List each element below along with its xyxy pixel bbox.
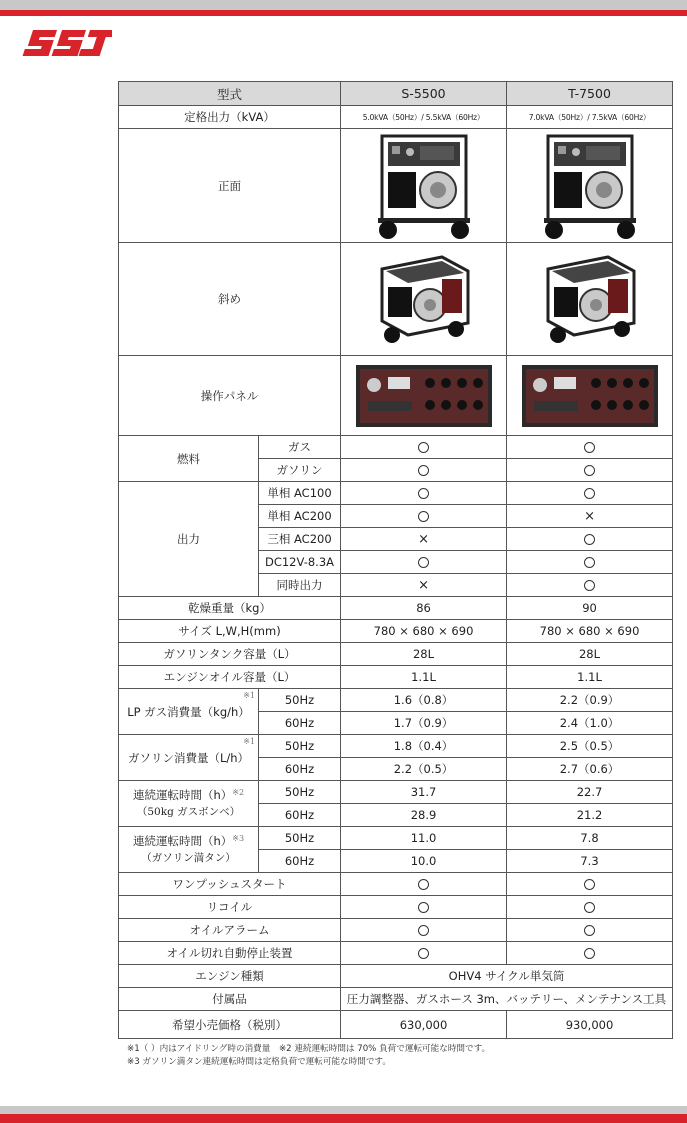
output-sub-1: 単相 AC100 — [259, 482, 341, 505]
price-a: 630,000 — [341, 1011, 507, 1039]
fuel-gasoline-a — [341, 459, 507, 482]
note-mark: ※1 — [243, 691, 255, 700]
note-mark: ※2 — [232, 787, 245, 797]
note-mark: ※3 — [232, 833, 245, 843]
photo-panel-a — [341, 356, 507, 436]
dry-weight-b: 90 — [507, 597, 673, 620]
circle-mark — [584, 534, 595, 545]
feature-label-2: リコイル — [119, 896, 341, 919]
run-gas-50-b: 7.8 — [507, 827, 673, 850]
output-2-b — [507, 505, 673, 528]
fuel-label: 燃料 — [119, 436, 259, 482]
photo-diagonal-a — [341, 243, 507, 356]
gas-hz-60: 60Hz — [259, 758, 341, 781]
cross-mark: × — [418, 531, 429, 547]
feature-3-b — [507, 919, 673, 942]
gas-60-a: 2.2（0.5） — [341, 758, 507, 781]
fuel-gas-b — [507, 436, 673, 459]
accessories-value: 圧力調整器、ガスホース 3m、バッテリー、メンテナンス工具 — [341, 988, 673, 1011]
lp-consumption-label — [119, 689, 259, 735]
dry-weight-label: 乾燥重量（kg） — [119, 597, 341, 620]
feature-label-3: オイルアラーム — [119, 919, 341, 942]
size-b: 780 × 680 × 690 — [507, 620, 673, 643]
header-model-label: 型式 — [119, 82, 341, 106]
circle-mark — [418, 557, 429, 568]
rated-output-b: 7.0kVA（50Hz）/ 7.5kVA（60Hz） — [507, 106, 673, 129]
output-3-a — [341, 528, 507, 551]
lp-hz-60: 60Hz — [259, 712, 341, 735]
price-label: 希望小売価格（税別） — [119, 1011, 341, 1039]
size-a: 780 × 680 × 690 — [341, 620, 507, 643]
circle-mark — [418, 902, 429, 913]
circle-mark — [418, 879, 429, 890]
spec-table — [118, 81, 673, 1039]
control-panel-image — [522, 365, 658, 427]
output-5-a — [341, 574, 507, 597]
run-lp-hz-50: 50Hz — [259, 781, 341, 804]
circle-mark — [418, 925, 429, 936]
output-4-b — [507, 551, 673, 574]
feature-label-4: オイル切れ自動停止装置 — [119, 942, 341, 965]
price-b: 930,000 — [507, 1011, 673, 1039]
footnotes — [127, 1043, 490, 1069]
top-gray-band — [0, 0, 687, 10]
feature-1-a — [341, 873, 507, 896]
feature-2-a — [341, 896, 507, 919]
gas-50-a: 1.8（0.4） — [341, 735, 507, 758]
circle-mark — [584, 879, 595, 890]
gas-consumption-text: ガソリン消費量（L/h） — [127, 750, 250, 765]
engine-label: エンジン種類 — [119, 965, 341, 988]
circle-mark — [584, 557, 595, 568]
feature-label-1: ワンプッシュスタート — [119, 873, 341, 896]
run-gas-hz-50: 50Hz — [259, 827, 341, 850]
footnote-line-2: ※3 ガソリン満タン連続運転時間は定格負荷で運転可能な時間です。 — [127, 1057, 391, 1067]
run-time-lp-sub: （50kg ガスボンベ） — [136, 806, 241, 819]
photo-panel-label: 操作パネル — [119, 356, 341, 436]
output-sub-4: DC12V-8.3A — [259, 551, 341, 574]
feature-3-a — [341, 919, 507, 942]
fuel-sub-gasoline: ガソリン — [259, 459, 341, 482]
gas-50-b: 2.5（0.5） — [507, 735, 673, 758]
gas-consumption-label — [119, 735, 259, 781]
lp-50-b: 2.2（0.9） — [507, 689, 673, 712]
feature-4-a — [341, 942, 507, 965]
run-time-gas-label — [119, 827, 259, 873]
generator-front-image — [540, 132, 640, 240]
tank-label: ガソリンタンク容量（L） — [119, 643, 341, 666]
output-1-a — [341, 482, 507, 505]
fuel-gas-a — [341, 436, 507, 459]
feature-4-b — [507, 942, 673, 965]
photo-diagonal-label: 斜め — [119, 243, 341, 356]
oil-a: 1.1L — [341, 666, 507, 689]
lp-consumption-text: LP ガス消費量（kg/h） — [127, 704, 250, 719]
circle-mark — [584, 925, 595, 936]
control-panel-image — [356, 365, 492, 427]
run-gas-50-a: 11.0 — [341, 827, 507, 850]
lp-60-a: 1.7（0.9） — [341, 712, 507, 735]
circle-mark — [584, 948, 595, 959]
circle-mark — [418, 488, 429, 499]
run-lp-60-a: 28.9 — [341, 804, 507, 827]
bottom-gray-band — [0, 1106, 687, 1114]
top-red-band — [0, 10, 687, 16]
output-5-b — [507, 574, 673, 597]
circle-mark — [584, 488, 595, 499]
lp-hz-50: 50Hz — [259, 689, 341, 712]
cross-mark: × — [584, 508, 595, 524]
circle-mark — [584, 902, 595, 913]
circle-mark — [584, 442, 595, 453]
circle-mark — [418, 511, 429, 522]
dry-weight-a: 86 — [341, 597, 507, 620]
gas-60-b: 2.7（0.6） — [507, 758, 673, 781]
rated-output-label: 定格出力（kVA） — [119, 106, 341, 129]
header-model-b: T-7500 — [507, 82, 673, 106]
output-1-b — [507, 482, 673, 505]
run-gas-hz-60: 60Hz — [259, 850, 341, 873]
circle-mark — [418, 465, 429, 476]
lp-60-b: 2.4（1.0） — [507, 712, 673, 735]
bottom-red-band — [0, 1114, 687, 1123]
footnote-line-1: ※1（ ）内はアイドリング時の消費量 ※2 連続運転時間は 70% 負荷で運転可能な時間です。 — [127, 1044, 491, 1054]
fuel-sub-gas: ガス — [259, 436, 341, 459]
run-time-lp-text: 連続運転時間（h） — [132, 787, 233, 802]
output-sub-3: 三相 AC200 — [259, 528, 341, 551]
run-lp-50-a: 31.7 — [341, 781, 507, 804]
output-sub-2: 単相 AC200 — [259, 505, 341, 528]
ssj-logo — [20, 27, 112, 59]
fuel-gasoline-b — [507, 459, 673, 482]
gas-hz-50: 50Hz — [259, 735, 341, 758]
tank-a: 28L — [341, 643, 507, 666]
cross-mark: × — [418, 577, 429, 593]
run-time-gas-sub: （ガソリン満タン） — [141, 852, 236, 865]
run-gas-60-b: 7.3 — [507, 850, 673, 873]
lp-50-a: 1.6（0.8） — [341, 689, 507, 712]
circle-mark — [584, 580, 595, 591]
note-mark: ※1 — [243, 737, 255, 746]
output-sub-5: 同時出力 — [259, 574, 341, 597]
tank-b: 28L — [507, 643, 673, 666]
run-lp-60-b: 21.2 — [507, 804, 673, 827]
header-model-a: S-5500 — [341, 82, 507, 106]
run-time-lp-label — [119, 781, 259, 827]
output-4-a — [341, 551, 507, 574]
photo-panel-b — [507, 356, 673, 436]
photo-front-b — [507, 129, 673, 243]
circle-mark — [418, 948, 429, 959]
feature-2-b — [507, 896, 673, 919]
rated-output-a: 5.0kVA（50Hz）/ 5.5kVA（60Hz） — [341, 106, 507, 129]
feature-1-b — [507, 873, 673, 896]
run-gas-60-a: 10.0 — [341, 850, 507, 873]
output-3-b — [507, 528, 673, 551]
generator-front-image — [374, 132, 474, 240]
accessories-label: 付属品 — [119, 988, 341, 1011]
oil-label: エンジンオイル容量（L） — [119, 666, 341, 689]
size-label: サイズ L,W,H(mm) — [119, 620, 341, 643]
photo-diagonal-b — [507, 243, 673, 356]
engine-value: OHV4 サイクル単気筒 — [341, 965, 673, 988]
circle-mark — [584, 465, 595, 476]
output-2-a — [341, 505, 507, 528]
generator-diagonal-image — [538, 249, 642, 349]
oil-b: 1.1L — [507, 666, 673, 689]
photo-front-label: 正面 — [119, 129, 341, 243]
generator-diagonal-image — [372, 249, 476, 349]
run-time-gas-text: 連続運転時間（h） — [132, 833, 233, 848]
circle-mark — [418, 442, 429, 453]
run-lp-50-b: 22.7 — [507, 781, 673, 804]
photo-front-a — [341, 129, 507, 243]
output-label: 出力 — [119, 482, 259, 597]
run-lp-hz-60: 60Hz — [259, 804, 341, 827]
